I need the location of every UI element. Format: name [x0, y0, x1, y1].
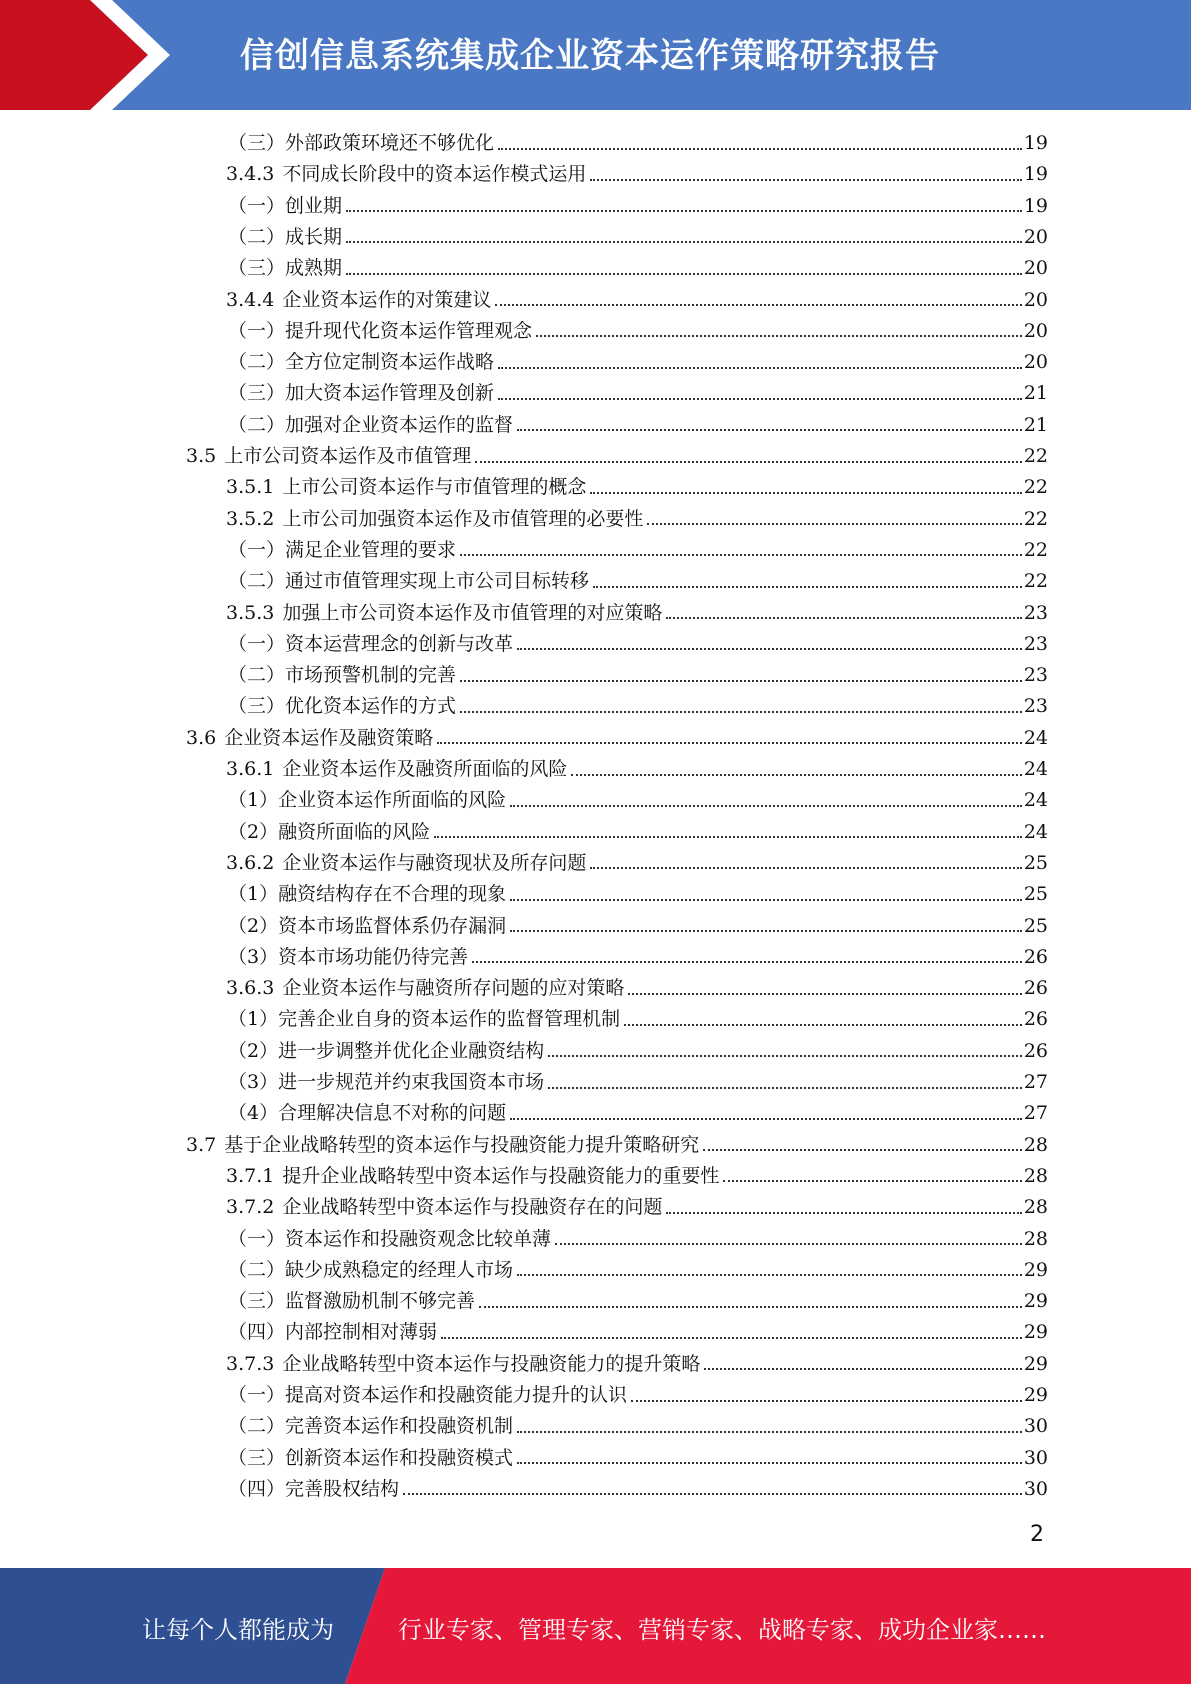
footer-slogan-roles: 行业专家、管理专家、营销专家、战略专家、成功企业家……	[398, 1616, 1046, 1644]
toc-entry-title: （二）缺少成熟稳定的经理人市场	[228, 1258, 514, 1281]
toc-entry-title: 企业资本运作及融资所面临的风险	[282, 758, 568, 780]
toc-entry-label	[228, 128, 494, 159]
toc-entry-label	[226, 1349, 700, 1380]
toc-entry-title: （2）资本市场监督体系仍存漏洞	[228, 914, 507, 937]
toc-entry[interactable]	[228, 1004, 1048, 1035]
toc-entry-label	[228, 410, 513, 441]
toc-dot-leader	[495, 304, 1021, 306]
toc-entry-page: 30	[1023, 1415, 1048, 1438]
toc-entry[interactable]	[226, 285, 1048, 316]
toc-entry-page: 29	[1023, 1352, 1048, 1375]
toc-entry-label	[228, 1443, 513, 1474]
toc-entry-label	[226, 598, 662, 629]
toc-entry-page: 20	[1023, 225, 1048, 248]
toc-entry-number: 3.5.2	[226, 507, 275, 530]
toc-entry[interactable]	[228, 1380, 1048, 1411]
toc-dot-leader	[624, 1024, 1022, 1026]
toc-entry-label	[228, 817, 430, 848]
toc-entry-page: 21	[1023, 413, 1048, 436]
toc-entry[interactable]	[228, 942, 1048, 973]
toc-entry-page: 26	[1023, 1008, 1048, 1031]
toc-entry-page: 28	[1023, 1196, 1048, 1219]
toc-entry[interactable]	[226, 1192, 1048, 1223]
toc-entry[interactable]	[226, 598, 1048, 629]
toc-entry[interactable]	[228, 1411, 1048, 1442]
toc-entry-page: 22	[1023, 445, 1048, 467]
toc-entry[interactable]	[228, 1474, 1048, 1505]
toc-dot-leader	[472, 961, 1022, 963]
toc-entry-page: 23	[1023, 632, 1048, 655]
toc-dot-leader	[479, 1306, 1022, 1308]
toc-entry-title: 提升企业战略转型中资本运作与投融资能力的重要性	[282, 1164, 720, 1187]
toc-entry-label	[228, 378, 494, 409]
toc-entry[interactable]	[228, 535, 1048, 566]
toc-entry-page: 28	[1023, 1164, 1048, 1187]
toc-dot-leader	[548, 1087, 1022, 1089]
toc-entry-number: 3.7.1	[226, 1164, 275, 1187]
toc-entry-label	[228, 191, 342, 222]
toc-entry-page: 23	[1023, 601, 1048, 624]
toc-dot-leader	[666, 1212, 1021, 1214]
toc-entry-page: 24	[1023, 758, 1048, 780]
toc-entry-title: （3）进一步规范并约束我国资本市场	[228, 1071, 545, 1093]
toc-dot-leader	[536, 335, 1022, 337]
toc-entry-page: 30	[1023, 1477, 1048, 1500]
toc-entry-label	[226, 159, 586, 190]
toc-entry-page: 26	[1023, 945, 1048, 968]
toc-dot-leader	[460, 554, 1022, 556]
toc-entry-number: 3.5.3	[226, 601, 275, 624]
toc-entry-title: （三）成熟期	[228, 257, 343, 280]
toc-dot-leader	[590, 179, 1021, 181]
toc-entry-page: 26	[1023, 1039, 1048, 1062]
toc-dot-leader	[434, 836, 1022, 838]
toc-entry-title: 企业资本运作与融资现状及所存问题	[282, 851, 587, 874]
toc-dot-leader	[441, 1337, 1022, 1339]
toc-entry-title: （1）融资结构存在不合理的现象	[228, 883, 507, 906]
toc-entry-page: 23	[1023, 664, 1048, 687]
toc-entry[interactable]	[228, 128, 1048, 159]
toc-dot-leader	[666, 617, 1021, 619]
toc-entry-label	[228, 911, 506, 942]
toc-dot-leader	[460, 711, 1022, 713]
toc-entry-number: 3.6.3	[226, 977, 275, 1000]
toc-entry-page: 29	[1023, 1321, 1048, 1344]
toc-entry-page: 23	[1023, 695, 1048, 718]
toc-entry[interactable]	[228, 1443, 1048, 1474]
toc-entry[interactable]	[228, 410, 1048, 441]
toc-dot-leader	[517, 648, 1022, 650]
toc-entry-label	[228, 535, 456, 566]
toc-dot-leader	[517, 1274, 1022, 1276]
toc-entry[interactable]	[228, 1098, 1048, 1129]
toc-dot-leader	[498, 148, 1022, 150]
toc-entry-title: 上市公司加强资本运作及市值管理的必要性	[282, 507, 644, 530]
toc-dot-leader	[460, 680, 1022, 682]
toc-entry[interactable]	[228, 691, 1048, 722]
toc-entry[interactable]	[228, 1255, 1048, 1286]
toc-entry[interactable]	[228, 566, 1048, 597]
toc-dot-leader	[437, 742, 1022, 744]
toc-entry-label	[228, 1098, 506, 1129]
toc-entry-number: 3.6.1	[226, 758, 275, 780]
toc-entry-number: 3.7	[186, 1133, 217, 1156]
toc-entry-page: 25	[1023, 914, 1048, 937]
toc-entry[interactable]	[228, 1067, 1048, 1098]
toc-entry-page: 20	[1023, 351, 1048, 374]
toc-entry-label	[228, 316, 532, 347]
toc-entry-title: （3）资本市场功能仍待完善	[228, 945, 469, 968]
toc-entry[interactable]	[226, 472, 1048, 503]
toc-entry-title: （1）完善企业自身的资本运作的监督管理机制	[228, 1008, 621, 1031]
toc-dot-leader	[346, 210, 1022, 212]
toc-entry[interactable]	[228, 347, 1048, 378]
toc-entry-title: （2）进一步调整并优化企业融资结构	[228, 1039, 545, 1062]
toc-entry-page: 22	[1023, 476, 1048, 499]
toc-entry-title: 不同成长阶段中的资本运作模式运用	[282, 163, 587, 186]
toc-dot-leader	[510, 805, 1022, 807]
toc-entry-title: 上市公司资本运作与市值管理的概念	[282, 476, 587, 499]
toc-entry[interactable]	[228, 629, 1048, 660]
toc-entry[interactable]	[228, 222, 1048, 253]
toc-entry-title: （一）资本运营理念的创新与改革	[228, 632, 514, 655]
toc-dot-leader	[403, 1493, 1022, 1495]
toc-entry[interactable]	[226, 848, 1048, 879]
toc-entry[interactable]	[228, 1317, 1048, 1348]
toc-entry-title: （二）全方位定制资本运作战略	[228, 351, 495, 374]
toc-dot-leader	[631, 1400, 1022, 1402]
toc-entry-label	[228, 347, 494, 378]
toc-entry-title: 加强上市公司资本运作及市值管理的对应策略	[282, 601, 663, 624]
toc-entry-page: 27	[1023, 1102, 1048, 1125]
toc-entry-title: 企业资本运作及融资策略	[224, 726, 434, 749]
toc-dot-leader	[346, 241, 1022, 243]
toc-entry[interactable]	[228, 1224, 1048, 1255]
toc-entry-label	[228, 942, 468, 973]
toc-entry-page: 19	[1023, 194, 1048, 217]
toc-entry[interactable]	[228, 316, 1048, 347]
toc-entry-title: （三）监督激励机制不够完善	[228, 1290, 476, 1313]
toc-dot-leader	[723, 1180, 1021, 1182]
toc-entry-title: （一）资本运作和投融资观念比较单薄	[228, 1227, 552, 1250]
toc-entry-label	[186, 1130, 699, 1161]
toc-entry[interactable]	[226, 504, 1048, 535]
toc-entry-title: （二）市场预警机制的完善	[228, 664, 457, 687]
toc-dot-leader	[590, 867, 1021, 869]
toc-entry[interactable]	[228, 660, 1048, 691]
toc-dot-leader	[510, 930, 1022, 932]
toc-entry-page: 20	[1023, 288, 1048, 311]
toc-entry-page: 19	[1023, 132, 1048, 154]
toc-entry[interactable]	[186, 441, 1048, 472]
toc-entry-label	[228, 1317, 437, 1348]
toc-entry-page: 29	[1023, 1258, 1048, 1281]
toc-entry-label	[228, 691, 456, 722]
page-header	[0, 0, 1191, 110]
toc-entry[interactable]	[226, 973, 1048, 1004]
toc-entry-page: 28	[1023, 1227, 1048, 1250]
toc-entry-number: 3.4.4	[226, 288, 275, 311]
toc-entry-page: 27	[1023, 1071, 1048, 1093]
toc-entry-page: 24	[1023, 820, 1048, 843]
toc-entry-label	[228, 660, 456, 691]
toc-dot-leader	[571, 774, 1021, 776]
toc-dot-leader	[510, 1118, 1022, 1120]
toc-entry[interactable]	[226, 1161, 1048, 1192]
page-number: 2	[1030, 1522, 1044, 1547]
toc-entry-title: （1）企业资本运作所面临的风险	[228, 789, 507, 812]
toc-entry-title: 企业资本运作与融资所存问题的应对策略	[282, 977, 625, 1000]
toc-entry-label	[228, 1474, 399, 1505]
toc-entry-title: （四）内部控制相对薄弱	[228, 1321, 438, 1344]
toc-entry-title: （一）创业期	[228, 194, 343, 217]
toc-entry[interactable]	[228, 785, 1048, 816]
toc-entry-page: 25	[1023, 883, 1048, 906]
toc-entry-label	[228, 1067, 544, 1098]
toc-entry-page: 24	[1023, 726, 1048, 749]
toc-dot-leader	[517, 1462, 1022, 1464]
toc-entry-label	[228, 1411, 513, 1442]
toc-dot-leader	[704, 1368, 1021, 1370]
toc-dot-leader	[647, 523, 1021, 525]
toc-entry-page: 29	[1023, 1384, 1048, 1406]
toc-entry-title: （二）完善资本运作和投融资机制	[228, 1415, 514, 1438]
toc-dot-leader	[346, 273, 1022, 275]
toc-entry-title: （二）加强对企业资本运作的监督	[228, 413, 514, 436]
toc-entry-title: （三）创新资本运作和投融资模式	[228, 1446, 514, 1469]
toc-dot-leader	[590, 492, 1021, 494]
toc-entry-title: （三）外部政策环境还不够优化	[228, 132, 495, 154]
toc-entry-label	[226, 504, 643, 535]
toc-entry-page: 20	[1023, 319, 1048, 342]
toc-entry-title: （一）提高对资本运作和投融资能力提升的认识	[228, 1384, 628, 1406]
toc-dot-leader	[510, 899, 1022, 901]
toc-entry-title: 上市公司资本运作及市值管理	[224, 445, 472, 467]
toc-entry-title: （二）成长期	[228, 225, 343, 248]
toc-entry-page: 22	[1023, 507, 1048, 530]
toc-entry-label	[228, 1224, 551, 1255]
toc-entry-label	[228, 1380, 627, 1411]
toc-entry-label	[228, 566, 589, 597]
toc-entry-title: （2）融资所面临的风险	[228, 820, 431, 843]
toc-entry-page: 24	[1023, 789, 1048, 812]
footer-slogan-lead: 让每个人都能成为	[142, 1616, 334, 1644]
toc-dot-leader	[548, 1055, 1022, 1057]
toc-entry-label	[186, 441, 471, 472]
toc-entry-title: 企业战略转型中资本运作与投融资存在的问题	[282, 1196, 663, 1219]
toc-entry-number: 3.5.1	[226, 476, 275, 499]
toc-entry-number: 3.7.2	[226, 1196, 275, 1219]
toc-entry[interactable]	[228, 1036, 1048, 1067]
toc-entry[interactable]	[228, 879, 1048, 910]
toc-entry[interactable]	[226, 754, 1048, 785]
toc-entry-label	[228, 1255, 513, 1286]
toc-entry-title: （二）通过市值管理实现上市公司目标转移	[228, 570, 590, 593]
toc-entry-page: 30	[1023, 1446, 1048, 1469]
toc-entry-page: 29	[1023, 1290, 1048, 1313]
toc-entry-label	[228, 222, 342, 253]
toc-dot-leader	[517, 429, 1022, 431]
toc-entry-page: 22	[1023, 570, 1048, 593]
toc-entry-title: （一）提升现代化资本运作管理观念	[228, 319, 533, 342]
toc-entry-page: 22	[1023, 538, 1048, 561]
toc-entry[interactable]	[228, 253, 1048, 284]
toc-dot-leader	[555, 1243, 1022, 1245]
page-footer	[0, 1568, 1191, 1684]
toc-entry-page: 19	[1023, 163, 1048, 186]
toc-entry-label	[226, 848, 586, 879]
toc-entry-title: （一）满足企业管理的要求	[228, 538, 457, 561]
toc-entry[interactable]	[226, 159, 1048, 190]
report-title: 信创信息系统集成企业资本运作策略研究报告	[240, 36, 940, 76]
toc-entry[interactable]	[186, 1130, 1048, 1161]
toc-entry[interactable]	[186, 723, 1048, 754]
toc-entry-label	[226, 1161, 719, 1192]
toc-entry-label	[228, 629, 513, 660]
toc-entry-title: 企业战略转型中资本运作与投融资能力的提升策略	[282, 1352, 701, 1375]
toc-entry-label	[226, 973, 624, 1004]
toc-entry-title: （三）优化资本运作的方式	[228, 695, 457, 718]
toc-entry-page: 21	[1023, 382, 1048, 405]
toc-entry-label	[228, 785, 506, 816]
toc-dot-leader	[593, 586, 1022, 588]
toc-entry[interactable]	[228, 817, 1048, 848]
toc-entry-page: 25	[1023, 851, 1048, 874]
toc-entry-label	[228, 1286, 475, 1317]
toc-entry[interactable]	[228, 378, 1048, 409]
toc-entry[interactable]	[228, 1286, 1048, 1317]
toc-entry-label	[228, 1004, 620, 1035]
toc-dot-leader	[628, 993, 1021, 995]
toc-entry-number: 3.4.3	[226, 163, 275, 186]
toc-entry[interactable]	[228, 191, 1048, 222]
toc-entry-label	[226, 472, 586, 503]
toc-dot-leader	[703, 1149, 1022, 1151]
toc-dot-leader	[498, 367, 1022, 369]
toc-entry[interactable]	[228, 911, 1048, 942]
toc-entry-title: 企业资本运作的对策建议	[282, 288, 492, 311]
toc-entry-label	[228, 1036, 544, 1067]
toc-dot-leader	[475, 461, 1022, 463]
toc-entry-page: 26	[1023, 977, 1048, 1000]
toc-entry-number: 3.7.3	[226, 1352, 275, 1375]
toc-entry-page: 20	[1023, 257, 1048, 280]
toc-entry-number: 3.5	[186, 445, 217, 467]
toc-entry-label	[228, 879, 506, 910]
toc-entry-label	[186, 723, 433, 754]
toc-entry-title: （三）加大资本运作管理及创新	[228, 382, 495, 405]
toc-entry-title: 基于企业战略转型的资本运作与投融资能力提升策略研究	[224, 1133, 700, 1156]
toc-entry-page: 28	[1023, 1133, 1048, 1156]
toc-entry-label	[228, 253, 342, 284]
toc-entry-title: （4）合理解决信息不对称的问题	[228, 1102, 507, 1125]
toc-entry-number: 3.6	[186, 726, 217, 749]
toc-entry-label	[226, 754, 567, 785]
toc-entry-number: 3.6.2	[226, 851, 275, 874]
toc-entry-label	[226, 1192, 662, 1223]
toc-entry[interactable]	[226, 1349, 1048, 1380]
toc-dot-leader	[498, 398, 1022, 400]
toc-entry-label	[226, 285, 491, 316]
toc-entry-title: （四）完善股权结构	[228, 1477, 400, 1500]
toc-dot-leader	[517, 1431, 1022, 1433]
